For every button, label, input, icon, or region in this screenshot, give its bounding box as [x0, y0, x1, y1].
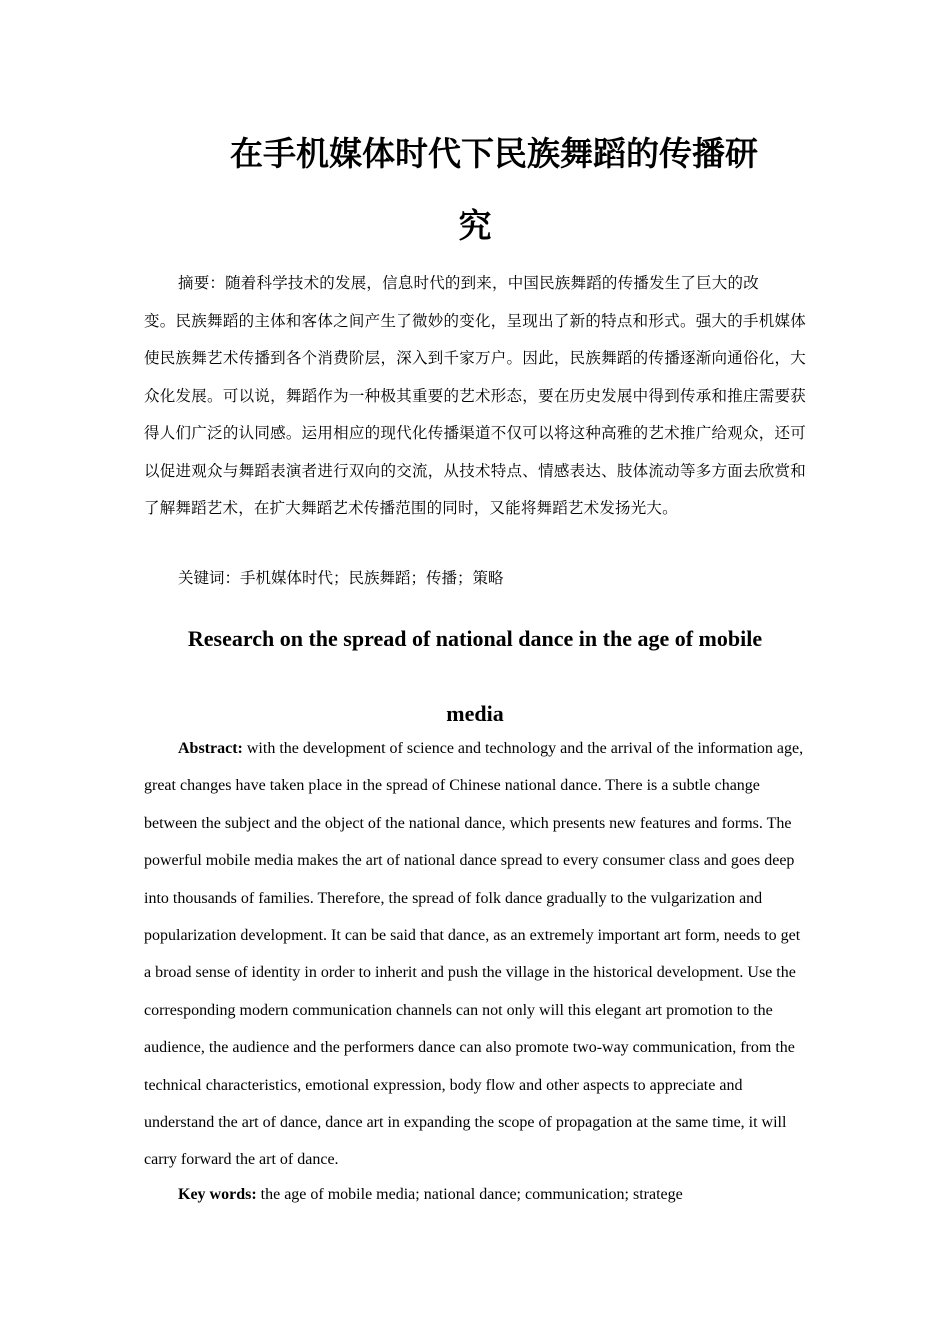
chinese-title — [144, 118, 806, 262]
english-abstract-line: scope of propagation at the same time, it will carry forward the art of dance. — [144, 1114, 787, 1169]
english-title-line-1: Research on the spread of national dance in the age of mobile — [187, 626, 763, 651]
english-abstract-line: promote two-way communication, from the technical characteristics, emotional expression, body — [144, 1039, 795, 1094]
english-title-line-2: media — [446, 701, 504, 726]
english-abstract — [144, 730, 806, 1179]
chinese-abstract-line: 变。民族舞蹈的主体和客体之间产生了微妙的变化，呈现出了新的特点和形式。强大的手 — [144, 311, 759, 330]
english-abstract-line: age, great changes have taken place in the spread of Chinese national dance. There is a subtle — [144, 740, 804, 795]
english-abstract-line: this elegant art promotion to the audience, the audience and the performers dance can also — [144, 1001, 773, 1057]
english-abstract-line: with the development of science and technology and the arrival of the information — [242, 740, 773, 757]
chinese-title-line-1: 在手机媒体时代下民族舞蹈的传播研 — [230, 134, 758, 173]
english-keywords-label: Key words: — [178, 1186, 257, 1203]
english-abstract-line: and goes deep into thousands of families. Therefore, the spread of folk dance gradually to the — [144, 852, 795, 907]
chinese-keywords-text: 手机媒体时代；民族舞蹈；传播；策略 — [240, 569, 504, 587]
chinese-abstract-line: 雅的艺术推广给观众，还可以促进观众与舞蹈表演者进行双向的交流，从技术特点、情感 — [144, 424, 806, 480]
english-abstract-line: flow and other aspects to appreciate and understand the art of dance, dance art in expanding the — [144, 1076, 743, 1132]
chinese-abstract-line: 随着科学技术的发展，信息时代的到来，中国民族舞蹈的传播发生了巨大的改 — [225, 274, 759, 292]
chinese-abstract-line: 机媒体使民族舞艺术传播到各个消费阶层，深入到千家万户。因此，民族舞蹈的传播逐渐 — [144, 311, 806, 367]
english-title — [144, 601, 806, 751]
english-keywords — [178, 1178, 683, 1212]
chinese-abstract-line: 将舞蹈艺术发扬光大。 — [520, 499, 678, 517]
chinese-abstract-label: 摘要： — [178, 274, 226, 292]
english-abstract-label: Abstract: — [178, 740, 243, 757]
english-abstract-line: change between the subject and the object of the national dance, which presents new features and — [144, 777, 760, 832]
english-abstract-line: forms. The powerful mobile media makes the art of national dance spread to every consumer class — [144, 814, 792, 870]
chinese-abstract-line: 向通俗化，大众化发展。可以说，舞蹈作为一种极其重要的艺术形态，要在历史发展中得 — [144, 349, 807, 405]
chinese-abstract — [144, 265, 806, 528]
chinese-keywords-label: 关键词： — [178, 569, 241, 587]
english-abstract-line: art form, needs to get a broad sense of identity in order to inherit and push the village in the — [144, 927, 801, 982]
chinese-abstract-line: 表达、肢体流动等多方面去欣赏和了解舞蹈艺术，在扩大舞蹈艺术传播范围的同时，又能 — [144, 461, 806, 517]
chinese-keywords — [178, 561, 504, 595]
english-abstract-line: vulgarization and popularization development. It can be said that dance, as an extremely important — [144, 889, 763, 945]
chinese-title-line-2: 究 — [458, 206, 492, 245]
english-abstract-line: historical development. Use the corresponding modern communication channels can not only will — [144, 964, 796, 1019]
chinese-abstract-line: 到传承和推庄需要获得人们广泛的认同感。运用相应的现代化传播渠道不仅可以将这种高 — [144, 386, 806, 442]
english-keywords-text: the age of mobile media; national dance; communication; stratege — [256, 1186, 683, 1203]
